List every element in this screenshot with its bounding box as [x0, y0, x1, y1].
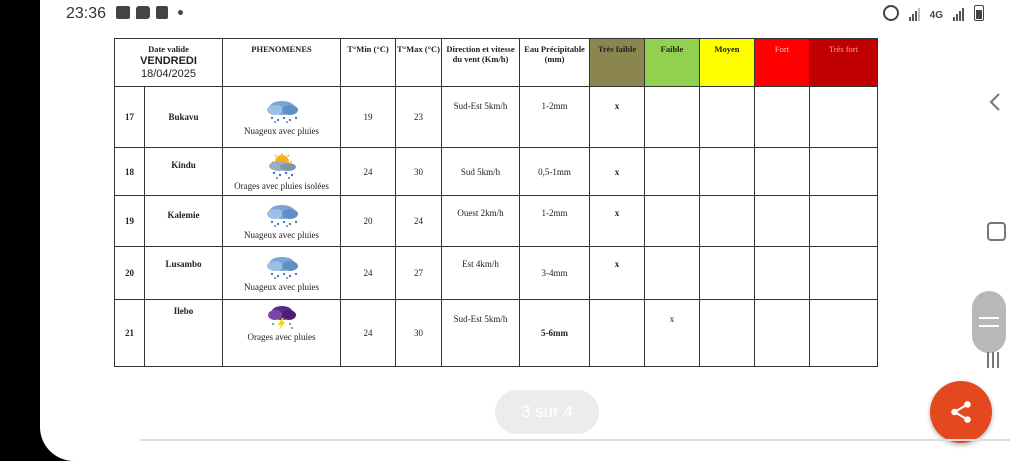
tmin-cell: 20: [341, 196, 396, 247]
city-name: Bukavu: [145, 87, 223, 148]
phenomene-cell: [223, 148, 341, 196]
eau-cell: 1-2mm: [520, 87, 590, 148]
wind-cell: Ouest 2km/h: [442, 196, 520, 247]
back-icon[interactable]: [989, 92, 1001, 112]
share-button[interactable]: [930, 381, 992, 443]
network-type: 4G: [929, 10, 943, 21]
faible-mark: [645, 87, 700, 148]
status-bar: [40, 0, 1024, 28]
phenomene-text: Nuageux avec pluies: [244, 230, 319, 240]
phenomene-cell: [223, 196, 341, 247]
tres-faible-header: Très faible: [590, 39, 645, 87]
tmin-cell: 24: [341, 247, 396, 300]
tmax-header: T°Max (°C): [396, 39, 442, 87]
tres-fort-cell: [810, 247, 878, 300]
fort-cell: [755, 196, 810, 247]
status-time: 23:36: [66, 5, 107, 22]
phenomene-text: Nuageux avec pluies: [244, 282, 319, 292]
city-name: Kalemie: [145, 196, 223, 247]
day-label: VENDREDI: [140, 54, 197, 67]
fort-cell: [755, 300, 810, 367]
signal-icon: [953, 7, 964, 21]
phenomene-cell: [223, 247, 341, 300]
moyen-cell: [700, 196, 755, 247]
tmin-cell: 19: [341, 87, 396, 148]
battery-icon: [974, 5, 984, 21]
more-notifications-icon: [178, 10, 183, 15]
table-row: [115, 148, 878, 196]
tres-fort-header: Très fort: [810, 39, 878, 87]
date-value: 18/04/2025: [140, 68, 197, 81]
tres-faible-mark: x: [590, 196, 645, 247]
tres-faible-mark: [590, 300, 645, 367]
alarm-icon: [883, 5, 899, 21]
city-name: Kindu: [145, 148, 223, 196]
page-indicator: 3 sur 4: [495, 390, 599, 434]
eau-cell: 5-6mm: [520, 300, 590, 367]
tmax-cell: 23: [396, 87, 442, 148]
eau-cell: 3-4mm: [520, 247, 590, 300]
phenomene-text: Orages avec pluies: [247, 332, 316, 342]
direction-header: Direction et vitesse du vent (Km/h): [442, 39, 520, 87]
notification-icons: [116, 6, 183, 19]
scroll-handle[interactable]: [972, 291, 1006, 353]
faible-mark: [645, 196, 700, 247]
eau-header: Eau Précipitable (mm): [520, 39, 590, 87]
tres-fort-cell: [810, 148, 878, 196]
tres-fort-cell: [810, 196, 878, 247]
tmax-cell: 30: [396, 148, 442, 196]
faible-mark: [645, 247, 700, 300]
faible-mark: x: [645, 300, 700, 367]
home-icon[interactable]: [987, 222, 1006, 241]
faible-header: Faible: [645, 39, 700, 87]
fort-header: Fort: [755, 39, 810, 87]
wind-cell: Est 4km/h: [442, 247, 520, 300]
phenomene-text: Orages avec pluies isolées: [234, 180, 329, 191]
city-name: Lusambo: [145, 247, 223, 300]
screen: [40, 0, 1024, 461]
cloud-rain-icon: [262, 98, 302, 124]
image-icon: [116, 6, 130, 19]
phenomene-text: Nuageux avec pluies: [244, 126, 319, 136]
moyen-cell: [700, 300, 755, 367]
tmin-header: T°Min (°C): [341, 39, 396, 87]
eau-cell: 0,5-1mm: [520, 148, 590, 196]
thunderstorm-icon: [262, 304, 302, 330]
tmax-cell: 24: [396, 196, 442, 247]
tmax-cell: 27: [396, 247, 442, 300]
sun-storm-icon: [262, 153, 302, 179]
city-name: Ilebo: [145, 300, 223, 367]
header-row: [115, 39, 878, 87]
moyen-header: Moyen: [700, 39, 755, 87]
fort-cell: [755, 247, 810, 300]
row-number: 17: [115, 87, 145, 148]
tres-faible-mark: x: [590, 87, 645, 148]
facebook-icon: [156, 6, 168, 19]
row-number: 19: [115, 196, 145, 247]
tres-faible-mark: x: [590, 247, 645, 300]
table-row: [115, 300, 878, 367]
table-row: [115, 196, 878, 247]
phenomene-cell: [223, 87, 341, 148]
bottom-divider: [140, 439, 1010, 441]
forecast-table: [114, 38, 878, 367]
row-number: 21: [115, 300, 145, 367]
moyen-cell: [700, 148, 755, 196]
message-icon: [136, 6, 150, 19]
signal-icon: [909, 7, 920, 21]
table-row: [115, 247, 878, 300]
cloud-rain-icon: [262, 202, 302, 228]
date-header: [115, 39, 223, 87]
eau-cell: 1-2mm: [520, 196, 590, 247]
phenomene-cell: [223, 300, 341, 367]
tmax-cell: 30: [396, 300, 442, 367]
fort-cell: [755, 148, 810, 196]
table-row: [115, 87, 878, 148]
wind-cell: Sud-Est 5km/h: [442, 300, 520, 367]
fort-cell: [755, 87, 810, 148]
faible-mark: [645, 148, 700, 196]
cloud-rain-icon: [262, 254, 302, 280]
share-icon: [948, 399, 974, 425]
tmin-cell: 24: [341, 148, 396, 196]
tmin-cell: 24: [341, 300, 396, 367]
moyen-cell: [700, 87, 755, 148]
wind-cell: Sud-Est 5km/h: [442, 87, 520, 148]
date-label: Date valide: [148, 44, 189, 54]
moyen-cell: [700, 247, 755, 300]
tres-fort-cell: [810, 87, 878, 148]
tres-faible-mark: x: [590, 148, 645, 196]
wind-cell: Sud 5km/h: [442, 148, 520, 196]
recents-icon[interactable]: [987, 352, 999, 368]
system-icons: [883, 5, 984, 21]
row-number: 18: [115, 148, 145, 196]
tres-fort-cell: [810, 300, 878, 367]
row-number: 20: [115, 247, 145, 300]
phenomenes-header: PHENOMENES: [223, 39, 341, 87]
